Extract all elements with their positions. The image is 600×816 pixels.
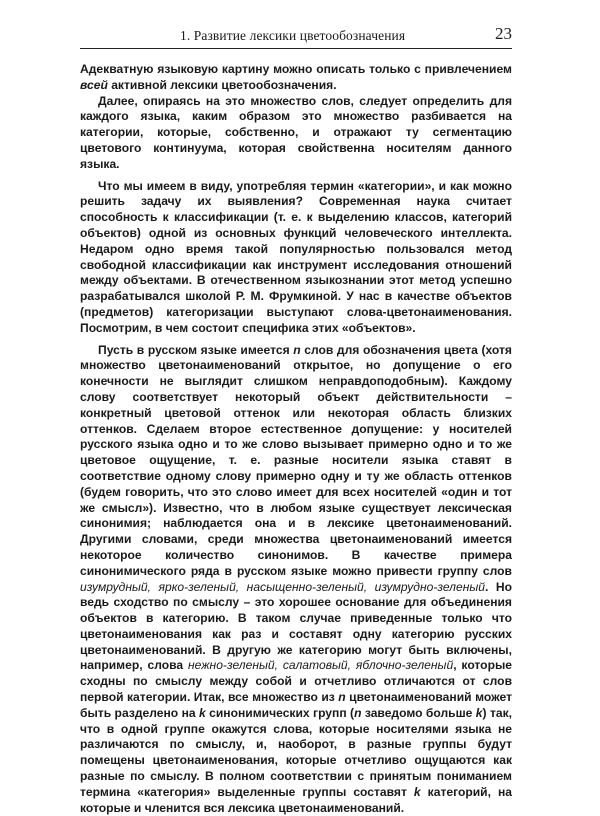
text-run: категорий, на которые и членится вся лексика цветонаименований. [80, 784, 513, 815]
text-run: слов для обозначения цвета (хотя множество цветонаименований открытое, но допущение о его конечности не выглядит слишком неправдоподобным). Каждому слову соответствует некоторый объект действительности – конкретный цветовой оттенок или некоторая область близких оттенков. Сделаем второе естественное допущение: у носителей русского языка одно и то же слово вызывает примерно одно и то же цветовое ощущение, т. е. разные носители языка ставят в соответствие одному слову примерно одну и ту же область оттенков (будем говорить, что это слово имеет для всех носителей «один и тот же смысл»). Известно, что в любом языке существует лексическая синонимия; наблюдается она и в лексике цветонаименований. Другими словами, среди множества цветонаименований имеется некоторое количество синонимов. В качестве примера синонимического ряда в русском языке можно привести группу слов [80, 342, 512, 578]
italic-term: изумрудный, ярко-зеленый, насыщенно-зеленый, изумрудно-зеленый [80, 579, 485, 594]
italic-term: нежно-зеленый, салатовый, яблочно-зеленый [187, 658, 454, 673]
emphasis: n [338, 690, 346, 705]
paragraph [80, 343, 512, 816]
emphasis: k [199, 705, 206, 720]
text-run: Адекватную языковую картину можно описать только с привлечением [80, 62, 512, 76]
paragraph [80, 62, 512, 94]
paragraph [80, 94, 512, 173]
header-rule [80, 48, 512, 49]
text-run: синонимических групп ( [205, 705, 355, 720]
text-run: заведомо больше [361, 705, 476, 720]
paragraph [80, 179, 512, 337]
text-run: активной лексики цветообозначения. [107, 77, 337, 92]
emphasis: n [293, 342, 301, 357]
text-run: Пусть в русском языке имеется [98, 342, 294, 357]
running-title: 1. Развитие лексики цветообозначения [180, 28, 406, 43]
text-run: Что мы имеем в виду, употребляя термин «категории», и как можно решить задачу их выявления? Современная наука считает способность к классификации (т. е. к выделению классов, категорий объектов) одной из основных функций человеческого интеллекта. Недаром одно время такой популярностью пользовался метод свободной классификации как инструмент исследования отношений между объектами. В отечественном языкознании этот метод успешно разрабатывался школой Р. М. Фрумкиной. У нас в качестве объектов (предметов) категоризации выступают слова-цветонаименования. Посмотрим, в чем состоит специфика этих «объектов». [80, 178, 512, 335]
text-run: , которые сходны по смыслу между собой и отчетливо отличаются от слов первой категории. Итак, все множество из [80, 658, 513, 705]
emphasis: k [413, 784, 421, 799]
text-run: Далее, опираясь на это множество слов, следует определить для каждого языка, каким образом это множество разбивается на категории, которые, собственно, и отражают ту сегментацию цветового континуума, которая свойственна носителям данного языка. [80, 93, 512, 171]
text-run: цветонаименований может быть разделено на [80, 690, 512, 720]
emphasis: n [354, 705, 362, 720]
text-run: ) так, что в одной группе окажутся слова, которые носителями языка не различаются по смыслу, и, наоборот, в разные группы будут помещены цветонаименования, которые отчетливо ощущаются как разные по смыслу. В полном соответствии с принятым пониманием термина «категория» выделенные группы составят [80, 705, 513, 799]
body-text [80, 62, 512, 816]
page-number: 23 [495, 24, 512, 43]
text-run: . Но ведь сходство по смыслу – это хорошее основание для объединения объектов в категорию. В таком случае приведенные только что цветонаименования как раз и составят одну категорию русских цветонаименований. В другую же категорию могут быть включены, например, слова [80, 579, 513, 673]
emphasis: k [475, 705, 483, 720]
emphasis: всей [80, 77, 108, 92]
page-header [80, 24, 512, 48]
